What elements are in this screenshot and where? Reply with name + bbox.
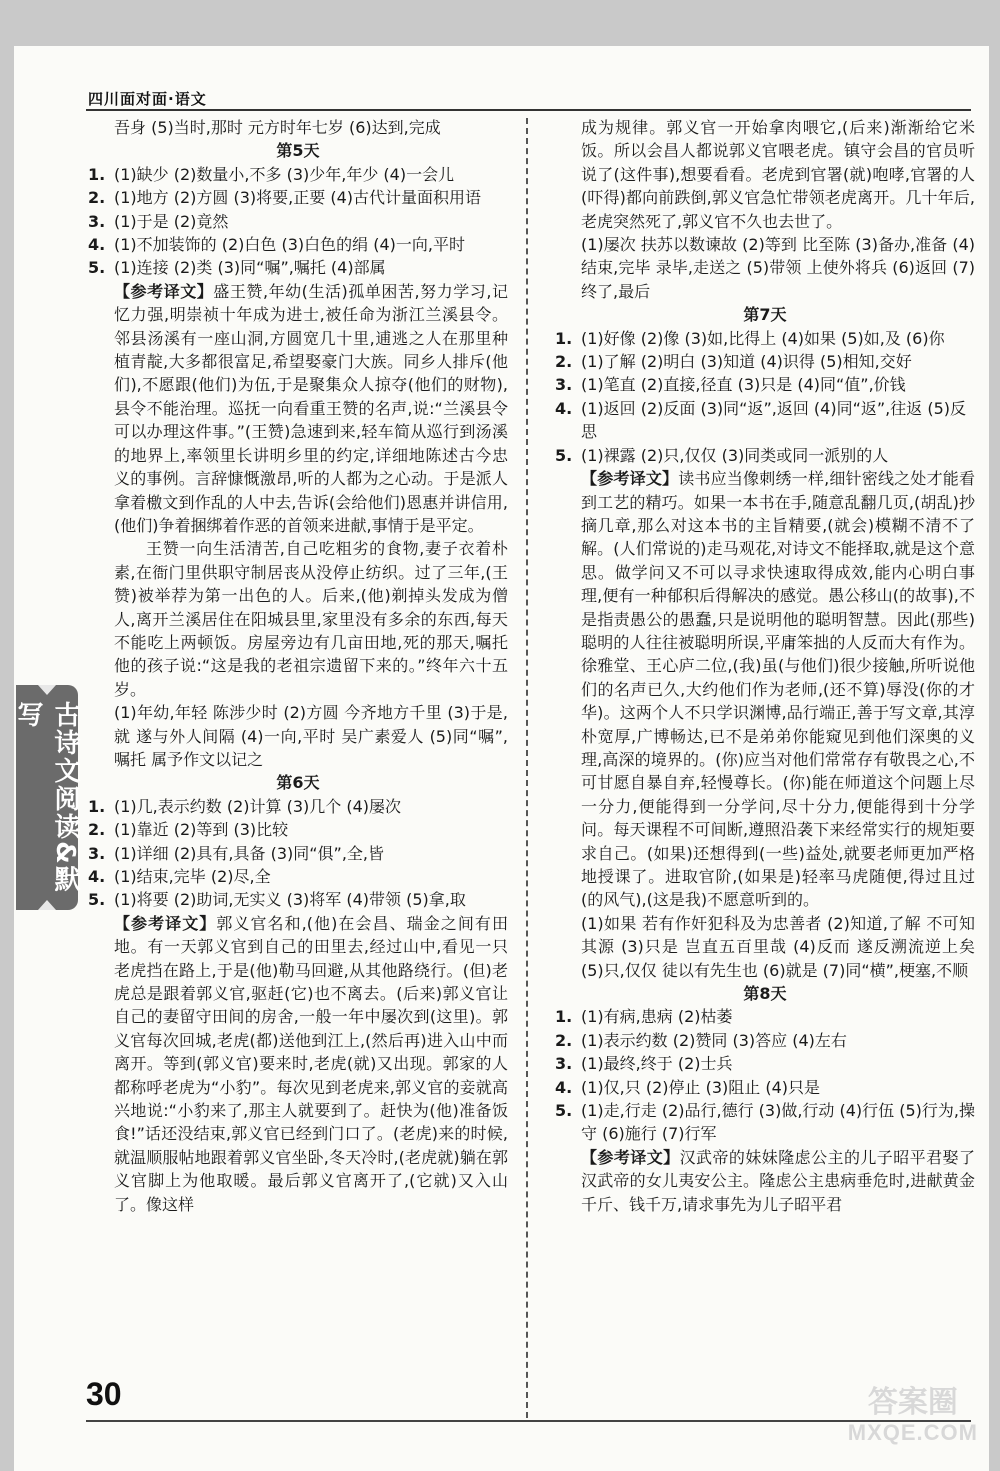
item-number: 4. <box>88 235 106 255</box>
answer-item <box>555 1052 975 1075</box>
paragraph-text: 盛王赞,年幼(生活)孤单困苦,努力学习,记忆力强,明崇祯十年成为进士,被任命为浙江兰溪县令。邻县汤溪有一座山洞,方圆宽几十里,逋逃之人在那里种植青靛,大多都很富足,希望娶豪门大族。同乡人排斥(他们),不愿跟(他们)为伍,于是聚集众人掠夺(他们的财物),县令不能治理。巡抚一向看重王赞的名声,说:“兰溪县令可以办理这件事。”(王赞)急速到来,轻车简从巡行到汤溪的地界上,率领里长讲明乡里的约定,详细地陈述古今忠义的事例。言辞慷慨激昂,听的人都为之心动。于是派人拿着檄文到作乱的人中去,告诉(会给他们)恩惠并讲信用,(他们)争着捆绑着作恶的首领来进献,事情于是平定。 <box>114 281 508 535</box>
column-divider <box>526 118 528 1418</box>
text-paragraph <box>88 537 508 701</box>
item-text: (1)详细 (2)具有,具备 (3)同“俱”,全,皆 <box>114 843 385 863</box>
item-text: (1)几,表示约数 (2)计算 (3)几个 (4)屡次 <box>114 796 402 816</box>
item-text: (1)裸露 (2)只,仅仅 (3)同类或同一派别的人 <box>581 445 889 465</box>
item-number: 2. <box>555 352 573 372</box>
item-text: (1)于是 (2)竟然 <box>114 211 229 231</box>
item-number: 5. <box>88 890 106 910</box>
text-paragraph <box>88 701 508 771</box>
paragraph-text: 吾身 (5)当时,那时 元方时年七岁 (6)达到,完成 <box>114 118 441 137</box>
answer-item <box>88 795 508 818</box>
item-number: 5. <box>555 1101 573 1121</box>
item-number: 1. <box>555 328 573 348</box>
translation-paragraph <box>88 280 508 537</box>
page-header-title: 四川面对面·语文 <box>88 90 207 108</box>
answer-item <box>555 1029 975 1052</box>
paragraph-text: 汉武帝的妹妹隆虑公主的儿子昭平君娶了汉武帝的女儿夷安公主。隆虑公主患病垂危时,进献黄金千斤、钱千万,请求事先为儿子昭平君 <box>581 1147 975 1214</box>
footer-rule <box>86 1420 971 1422</box>
item-text: (1)有病,患病 (2)枯萎 <box>581 1007 733 1027</box>
paragraph-text: 王赞一向生活清苦,自己吃粗劣的食物,妻子衣着朴素,在衙门里供职守制居丧从没停止纺织。过了三年,(王赞)被举荐为第一出色的人。后来,(他)剃掉头发成为僧人,离开兰溪居住在阳城县里,家里没有多余的东西,每天不能吃上两顿饭。房屋旁边有几亩田地,死的那天,嘱托他的孩子说:“这是我的老祖宗遗留下来的。”终年六十五岁。 <box>114 539 508 699</box>
answer-item <box>555 444 975 467</box>
answer-item <box>555 1099 975 1146</box>
translation-paragraph <box>555 467 975 912</box>
text-paragraph <box>88 116 508 139</box>
item-text: (1)表示约数 (2)赞同 (3)答应 (4)左右 <box>581 1030 847 1050</box>
translation-tag: 【参考译文】 <box>114 913 217 933</box>
header-rule <box>86 109 971 111</box>
item-text: (1)靠近 (2)等到 (3)比较 <box>114 820 289 840</box>
text-paragraph <box>555 912 975 982</box>
answer-item <box>88 842 508 865</box>
paragraph-text: (1)如果 若有作奸犯科及为忠善者 (2)知道,了解 不可知其源 (3)只是 岂直五百里哉 (4)反而 遂反溯流逆上矣 (5)只,仅仅 徒以有先生也 (6)就是 (7)同“横”,梗塞,不顺 <box>581 913 975 980</box>
answer-item <box>555 373 975 396</box>
answer-item <box>88 210 508 233</box>
item-text: (1)笔直 (2)直接,径直 (3)只是 (4)同“值”,价钱 <box>581 375 906 395</box>
answer-item <box>88 233 508 256</box>
item-text: (1)好像 (2)像 (3)如,比得上 (4)如果 (5)如,及 (6)你 <box>581 328 945 348</box>
item-number: 1. <box>88 796 106 816</box>
watermark-line1: 答案圈 <box>867 1386 958 1419</box>
item-number: 3. <box>88 843 106 863</box>
answer-item <box>555 350 975 373</box>
watermark-line2: MXQE.COM <box>847 1420 978 1445</box>
text-paragraph <box>555 233 975 303</box>
paragraph-text: 成为规律。郭义官一开始拿肉喂它,(后来)渐渐给它米饭。所以会昌人都说郭义官喂老虎。镇守会昌的官员听说了(这件事),想要看看。老虎到官署(就)咆哮,官署的人(吓得)都向前跌倒,郭义官急忙带领老虎离开。几十年后,老虎突然死了,郭义官不久也去世了。 <box>581 118 975 231</box>
item-text: (1)地方 (2)方圆 (3)将要,正要 (4)古代计量面积用语 <box>114 188 482 208</box>
watermark-logo <box>848 1388 978 1448</box>
item-text: (1)返回 (2)反面 (3)同“返”,返回 (4)同“返”,往返 (5)反思 <box>581 398 966 442</box>
item-text: (1)走,行走 (2)品行,德行 (3)做,行动 (4)行伍 (5)行为,操守 (6)施行 (7)行军 <box>581 1101 976 1144</box>
item-text: (1)不加装饰的 (2)白色 (3)白色的绢 (4)一向,平时 <box>114 235 466 255</box>
item-text: (1)了解 (2)明白 (3)知道 (4)识得 (5)相知,交好 <box>581 352 912 372</box>
left-column <box>88 116 508 1216</box>
paragraph-text: (1)年幼,年轻 陈涉少时 (2)方圆 今齐地方千里 (3)于是,就 遂与外人间隔 (4)一向,平时 吴广素爱人 (5)同“嘱”,嘱托 属予作文以记之 <box>114 703 508 769</box>
item-text: (1)仅,只 (2)停止 (3)阻止 (4)只是 <box>581 1077 821 1097</box>
answer-item <box>555 1076 975 1099</box>
item-number: 1. <box>555 1007 573 1027</box>
answer-item <box>555 1005 975 1028</box>
item-text: (1)将要 (2)助词,无实义 (3)将军 (4)带领 (5)拿,取 <box>114 890 466 910</box>
day-heading: 第5天 <box>276 141 320 161</box>
item-text: (1)缺少 (2)数量小,不多 (3)少年,年少 (4)一会儿 <box>114 164 455 184</box>
translation-paragraph <box>555 1146 975 1216</box>
section-side-tab <box>13 685 80 910</box>
translation-paragraph <box>88 912 508 1216</box>
item-text: (1)连接 (2)类 (3)同“嘱”,嘱托 (4)部属 <box>114 258 386 278</box>
item-number: 1. <box>88 164 106 184</box>
item-number: 2. <box>88 188 106 208</box>
item-number: 3. <box>555 375 573 395</box>
item-number: 3. <box>88 211 106 231</box>
paragraph-text: (1)屡次 扶苏以数谏故 (2)等到 比至陈 (3)备办,准备 (4)结束,完毕 录毕,走送之 (5)带领 上使外将兵 (6)返回 (7)终了,最后 <box>581 235 975 301</box>
answer-item <box>88 865 508 888</box>
item-number: 3. <box>555 1054 573 1074</box>
answer-item <box>88 256 508 279</box>
answer-item <box>88 818 508 841</box>
item-number: 4. <box>555 398 573 418</box>
day-heading: 第8天 <box>743 984 787 1004</box>
translation-tag: 【参考译文】 <box>114 281 214 301</box>
text-paragraph <box>555 116 975 233</box>
answer-item <box>88 186 508 209</box>
side-tab-label: 古诗文阅读&默写 <box>13 701 80 894</box>
translation-tag: 【参考译文】 <box>581 469 679 489</box>
item-text: (1)结束,完毕 (2)尽,全 <box>114 867 271 886</box>
item-number: 4. <box>555 1077 573 1097</box>
item-number: 4. <box>88 867 106 886</box>
item-number: 2. <box>555 1030 573 1050</box>
item-number: 5. <box>88 258 106 278</box>
tab-arrow-icon <box>38 900 56 910</box>
paragraph-text: 读书应当像刺绣一样,细针密线之处才能看到工艺的精巧。如果一本书在手,随意乱翻几页,(胡乱)抄摘几章,那么对这本书的主旨精要,(就会)模糊不清不了解。(人们常说的)走马观花,对诗文不能择取,就是这个意思。做学问又不可以寻求快速取得成效,能内心明白事理,便有一种郁积后得解决的感觉。愚公移山(的故事),不是指责愚公的愚蠢,只是说明他的聪明智慧。因此(那些)聪明的人往往被聪明所误,平庸笨拙的人反而大有作为。徐雅堂、王心庐二位,(我)虽(与他们)很少接触,所听说他们的名声已久,大约他们作为老师,(还不算)辱没(你的才华)。这两个人不只学识渊博,品行端正,善于写文章,其淳朴宽厚,广博畅达,已不是弟弟你能窥见到他们深奥的义理,高深的境界的。(你)应当对他们常常存有敬畏之心,不可甘愿自暴自弃,轻慢尊长。(你)能在师道这个问题上尽一分力,便能得到一分学问,尽十分力,便能得到十分学问。每天课程不可间断,遵照沿袭下来经常实行的规矩要求自己。(如果)还想得到(一些)益处,就要老师更加严格地授课了。进取官阶,(如果是)轻率马虎随便,得过且过(的风气),(这是我)不愿意听到的。 <box>581 469 975 910</box>
day-heading: 第7天 <box>743 305 787 325</box>
answer-item <box>88 888 508 911</box>
day-heading: 第6天 <box>276 773 320 793</box>
page-number: 30 <box>86 1376 122 1412</box>
paragraph-text: 郭义官名和,(他)在会昌、瑞金之间有田地。有一天郭义官到自己的田里去,经过山中,看见一只老虎挡在路上,于是(他)勒马回避,从其他路绕行。(但)老虎总是跟着郭义官,驱赶(它)也不离去。(后来)郭义官让自己的妻留守田间的房舍,一般一年中屡次到(这里)。郭义官每次回城,老虎(都)送他到江上,(然后再)进入山中而离开。等到(郭义官)要来时,老虎(就)又出现。郭家的人都称呼老虎为“小豹”。每次见到老虎来,郭义官的妾就高兴地说:“小豹来了,那主人就要到了。赶快为(他)准备饭食!”话还没结束,郭义官已经到门口了。(老虎)来的时候,就温顺服帖地跟着郭义官坐卧,冬天冷时,(老虎就)躺在郭义官脚上为他取暖。最后郭义官离开了,(它就)又入山了。像这样 <box>114 913 508 1214</box>
item-number: 2. <box>88 820 106 840</box>
answer-item <box>555 397 975 444</box>
item-text: (1)最终,终于 (2)士兵 <box>581 1054 733 1074</box>
answer-item <box>555 327 975 350</box>
answer-item <box>88 163 508 186</box>
item-number: 5. <box>555 445 573 465</box>
translation-tag: 【参考译文】 <box>581 1147 680 1167</box>
tab-arrow-icon <box>38 685 56 695</box>
right-column <box>555 116 975 1216</box>
